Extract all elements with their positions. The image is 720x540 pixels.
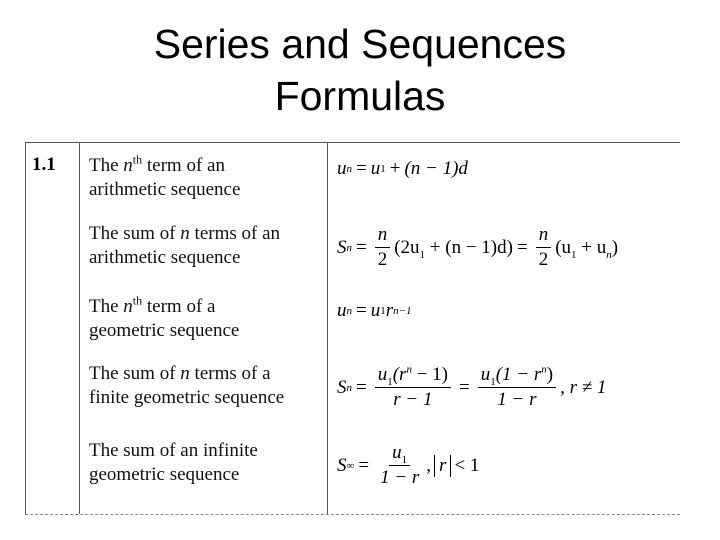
formula-table xyxy=(25,142,680,516)
fraction-finite-sum-2: $\frac{u_1(1 - r^n)}{1 - r}$ xyxy=(478,364,556,411)
row-5-description: The sum of an infinite geometric sequence xyxy=(89,440,258,485)
fraction-n-over-2-second: $\frac{n}{2}$ xyxy=(536,224,552,271)
absolute-value-r: r xyxy=(434,455,451,477)
table-left-border xyxy=(25,142,26,514)
table-top-border xyxy=(25,142,680,143)
row-3-description: The $n^{th}$ term of a geometric sequence xyxy=(89,293,240,341)
formula-sum-infinite-geometric: S ∞ = $\frac{u_1}{1 - r}$ , r < 1 xyxy=(337,442,480,488)
row-1-description: The $n^{th}$ term of an arithmetic sequence xyxy=(89,152,241,200)
formula-sum-finite-geometric: S n = $\frac{u_1(r^n - 1)}{r - 1}$ = $\frac{u_1(1 - r^n)}{1 - r}$ , r ≠ 1 xyxy=(337,363,607,410)
slide-title xyxy=(0,18,720,122)
table-divider-1 xyxy=(79,142,80,514)
section-number: 1.1 xyxy=(32,154,56,175)
fraction-finite-sum-1: $\frac{u_1(r^n - 1)}{r - 1}$ xyxy=(375,364,451,411)
formula-sum-arithmetic: S n = $\frac{n}{2}$ $(2u_1 + (n - 1)d)$ = $\frac{n}{2}$ $(u_1 + u_n)$ xyxy=(337,224,619,270)
row-2-description: The sum of n terms of an arithmetic sequence xyxy=(89,223,281,268)
slide-title-line-2: Formulas xyxy=(274,73,446,119)
slide-title-line-1: Series and Sequences xyxy=(153,21,567,67)
table-bottom-border xyxy=(25,514,680,515)
row-4-description: The sum of n terms of a finite geometric sequence xyxy=(89,363,285,408)
fraction-n-over-2: $\frac{n}{2}$ xyxy=(375,224,391,271)
formula-nth-term-geometric: u n = u 1 r n−1 xyxy=(337,300,412,321)
fraction-infinite-sum: $\frac{u_1}{1 - r}$ xyxy=(380,442,420,488)
formula-nth-term-arithmetic: u n = u 1 + (n − 1) d xyxy=(337,158,468,179)
